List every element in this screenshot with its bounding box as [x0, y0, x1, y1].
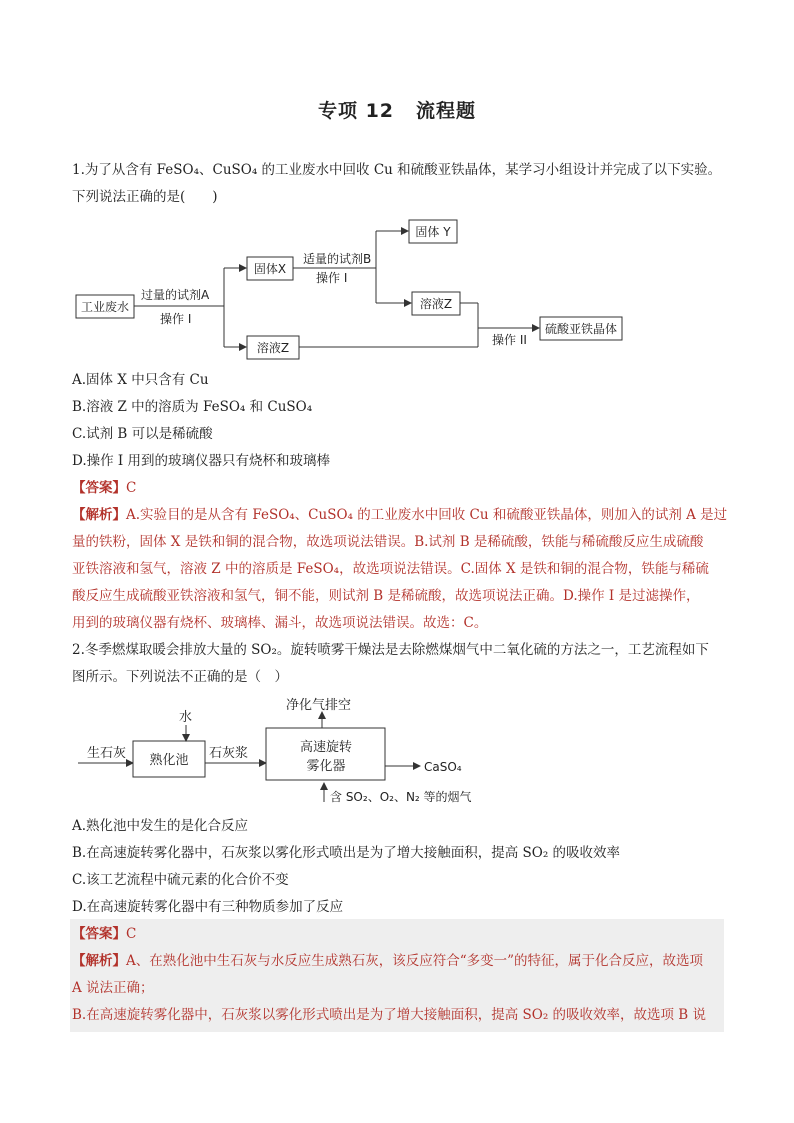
- label-reagent-a: 过量的试剂A: [141, 288, 210, 302]
- q1-analysis-label: 【解析】: [72, 507, 126, 523]
- label-op1-a: 操作 I: [160, 312, 192, 326]
- label-lime-slurry: 石灰浆: [209, 746, 249, 761]
- q1-stem-line1: 1.为了从含有 FeSO₄、CuSO₄ 的工业废水中回收 Cu 和硫酸亚铁晶体，某学习小组设计并完成了以下实验。: [72, 162, 722, 178]
- q1-option-c: C.试剂 B 可以是稀硫酸: [72, 426, 213, 442]
- title-prefix: 专项: [317, 100, 358, 122]
- label-waste-water: 工业废水: [80, 300, 130, 314]
- label-solution-z-top: 溶液Z: [419, 297, 453, 311]
- label-op2: 操作 II: [492, 333, 527, 347]
- label-op1-b: 操作 I: [316, 271, 348, 285]
- q2-analysis-label: 【解析】: [72, 953, 126, 969]
- q2-option-a: A.熟化池中发生的是化合反应: [72, 818, 249, 834]
- q2-stem-line1: 2.冬季燃煤取暖会排放大量的 SO₂。旋转喷雾干燥法是去除燃煤烟气中二氧化硫的方法之一，工艺流程如下: [72, 642, 709, 658]
- q2-analysis-line3: B.在高速旋转雾化器中，石灰浆以雾化形式喷出是为了增大接触面积，提高 SO₂ 的吸收效率，故选项 B 说: [72, 1007, 707, 1023]
- q1-option-b: B.溶液 Z 中的溶质为 FeSO₄ 和 CuSO₄: [72, 399, 313, 415]
- label-solution-z-bottom: 溶液Z: [256, 341, 290, 355]
- title-number: 12: [365, 100, 395, 122]
- label-solid-y: 固体 Y: [415, 225, 451, 239]
- label-slaking-pool: 熟化池: [149, 753, 189, 768]
- label-flue-gas: 含 SO₂、O₂、N₂ 等的烟气: [330, 790, 472, 804]
- label-water: 水: [179, 710, 193, 725]
- q1-analysis-line2: 量的铁粉，固体 X 是铁和铜的混合物，故选项说法错误。B.试剂 B 是稀硫酸，铁能与稀硫酸反应生成硫酸: [72, 534, 704, 550]
- label-clean-gas: 净化气排空: [286, 698, 352, 713]
- label-product: CaSO₄: [424, 760, 462, 774]
- q2-option-d: D.在高速旋转雾化器中有三种物质参加了反应: [72, 899, 344, 915]
- q1-analysis-line3: 亚铁溶液和氢气，溶液 Z 中的溶质是 FeSO₄，故选项说法错误。C.固体 X 是铁和铜的混合物，铁能与稀硫: [72, 561, 709, 577]
- q1-answer-value: C: [126, 480, 137, 496]
- q2-option-c: C.该工艺流程中硫元素的化合价不变: [72, 872, 289, 888]
- q1-option-d: D.操作 I 用到的玻璃仪器只有烧杯和玻璃棒: [72, 453, 331, 469]
- q1-analysis-line5: 用到的玻璃仪器有烧杯、玻璃棒、漏斗，故选项说法错误。故选：C。: [72, 615, 488, 631]
- q1-answer-label: 【答案】: [72, 480, 126, 496]
- title-name: 流程题: [416, 100, 477, 122]
- q2-answer-value: C: [126, 926, 137, 942]
- q2-analysis-line1: [72, 951, 703, 971]
- label-quicklime: 生石灰: [87, 746, 127, 761]
- q1-analysis-line4: 酸反应生成硫酸亚铁溶液和氢气，铜不能，则试剂 B 是稀硫酸，故选项说法正确。D.操作 I 是过滤操作，: [72, 588, 700, 604]
- q1-analysis-text: A.实验目的是从含有 FeSO₄、CuSO₄ 的工业废水中回收 Cu 和硫酸亚铁晶体，则加入的试剂 A 是过: [126, 507, 728, 523]
- q1-stem-line2: 下列说法正确的是( ): [72, 189, 218, 205]
- q2-analysis-text: A、在熟化池中生石灰与水反应生成熟石灰，该反应符合“多变一”的特征，属于化合反应，故选项: [126, 953, 704, 969]
- label-crystal: 硫酸亚铁晶体: [544, 322, 618, 336]
- q1-option-a: A.固体 X 中只含有 Cu: [72, 372, 209, 388]
- q2-answer-label: 【答案】: [72, 926, 126, 942]
- label-reagent-b: 适量的试剂B: [303, 252, 372, 266]
- label-solid-x: 固体X: [253, 262, 287, 276]
- q2-stem-line2: 图所示。下列说法不正确的是（ ）: [72, 669, 288, 685]
- label-atomizer-line1: 高速旋转: [299, 740, 353, 755]
- q2-analysis-line2: A 说法正确；: [72, 980, 154, 996]
- label-atomizer-line2: 雾化器: [306, 759, 346, 774]
- q2-answer: [72, 924, 136, 944]
- q2-option-b: B.在高速旋转雾化器中，石灰浆以雾化形式喷出是为了增大接触面积，提高 SO₂ 的吸收效率: [72, 845, 621, 861]
